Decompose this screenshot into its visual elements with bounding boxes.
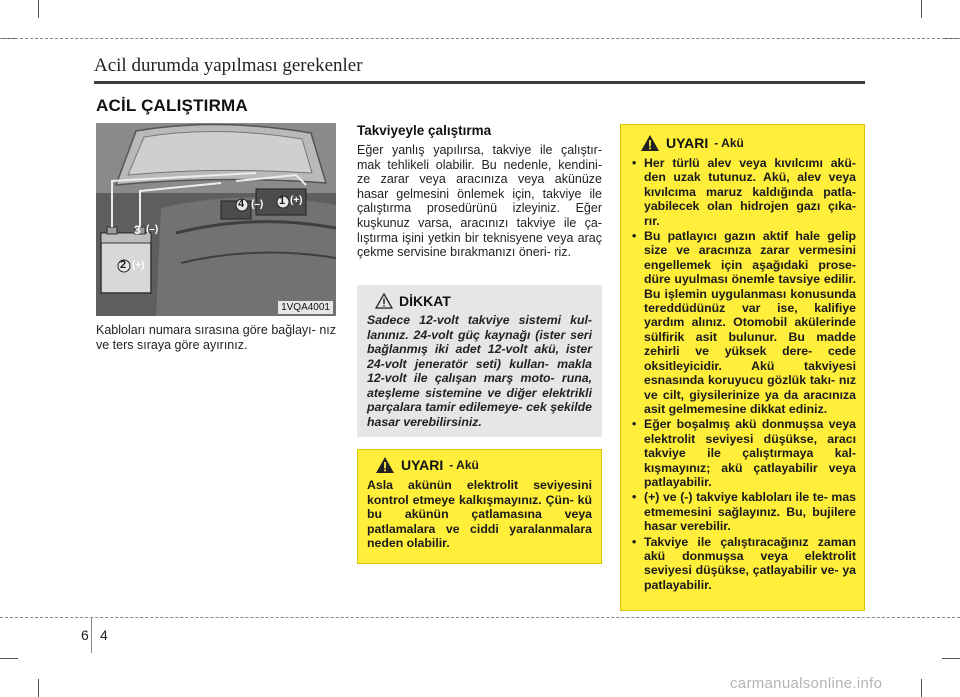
warning-big-subtitle: - Akü (714, 136, 744, 150)
bottom-dashed-line (0, 617, 960, 618)
header-rule (94, 81, 865, 84)
watermark: carmanualsonline.info (730, 675, 883, 692)
crop-mark-bottom-right-v (921, 679, 922, 697)
caution-box (357, 285, 602, 437)
warning-item: • Eğer boşalmış akü donmuşsa veya elektrolit seviyesi düşükse, aracı takviye ile çalıştırmaya kal- kışmayınız; akü çatlayabilir veya patlayabilir. (630, 417, 856, 489)
warning-small-title: UYARI (401, 457, 444, 473)
crop-mark-top-right-v (921, 0, 922, 18)
warning-big-title: UYARI (666, 135, 709, 151)
crop-mark-top-left-v (38, 0, 39, 18)
crop-mark-bottom-right-h (942, 658, 960, 659)
crop-mark-bottom-left-v (38, 679, 39, 697)
section-title: ACİL ÇALIŞTIRMA (96, 96, 248, 115)
warning-box-battery (620, 124, 865, 611)
header-title: Acil durumda yapılması gerekenler (94, 55, 363, 76)
warning-triangle-icon (640, 134, 660, 152)
engine-bay-illustration (96, 123, 336, 316)
top-dashed-line (0, 38, 960, 39)
warning-item: • Her türlü alev veya kıvılcımı akü- den uzak tutunuz. Akü, alev veya kıvılcıma maruz kaldığında patla- yabilecek olan hidrojen gazı çıka- rır. (630, 156, 856, 228)
label-3-sign: (–) (146, 224, 159, 235)
caution-header (375, 293, 592, 309)
caution-text: Sadece 12-volt takviye sistemi kul- lanınız. 24-volt güç kaynağı (ister seri bağlanmış iki adet 12-volt akü, ister 24-volt jeneratör seti) kullan- makla 12-volt ile çalışan marş moto- runa, ateşleme sistemine ve diğer elektrikli parçalara tamir edilemeye- cek şekilde hasar verebilirsiniz. (367, 313, 592, 429)
warning-box-electrolyte (357, 449, 602, 564)
label-1: 1 (279, 195, 286, 207)
warning-small-header (375, 456, 592, 474)
label-2: 2 (120, 259, 127, 271)
warning-small-text: Asla akünün elektrolit seviyesini kontrol etmeye kalkışmayınız. Çün- kü bu akünün çatlamasına veya patlamalara ve ciddi yaralanmalara neden olabilir. (367, 478, 592, 550)
warning-triangle-icon (375, 456, 395, 474)
page-separator (91, 617, 92, 653)
label-2-sign: (+) (132, 260, 145, 271)
page-number: 4 (100, 627, 108, 643)
warning-small-subtitle: - Akü (449, 458, 479, 472)
caution-title: DİKKAT (399, 293, 451, 309)
warning-item: • (+) ve (-) takviye kabloları ile te- mas etmemesini sağlayınız. Bu, bujilere hasar verebilir. (630, 490, 856, 533)
page-chapter: 6 (81, 627, 89, 643)
warning-list (630, 156, 856, 592)
label-4-sign: (–) (251, 199, 264, 210)
warning-item: • Takviye ile çalıştıracağınız zaman akü donmuşsa veya elektrolit seviyesi düşükse, çatlayabilir ve- ya patlayabilir. (630, 535, 856, 593)
jump-start-title: Takviyeyle çalıştırma (357, 123, 492, 138)
warning-item: • Bu patlayıcı gazın aktif hale gelip size ve aracınıza zarar vermesini engellemek için aşağıdaki prose- düre uyulması önemle tavsiye edilir. Bu işlemin uygulanması konusunda tereddüdünüz var ise, kalifiye yardım alınız. Otomobil akülerinde sülfirik asit bulunur. Bu madde zehirli ve yüksek dere- cede oksitleyicidir. Akü takviyesi esnasında koruyucu gözlük takı- nız ve cilt, giysilerinize ya da aracınıza asit gelmemesine dikkat ediniz. (630, 229, 856, 416)
figure-caption: Kabloları numara sırasına göre bağlayı- nız ve ters sıraya göre ayırınız. (96, 323, 336, 352)
label-1-sign: (+) (290, 195, 303, 206)
jump-start-text: Eğer yanlış yapılırsa, takviye ile çalıştır- mak tehlikeli olabilir. Bu nedenle, kendini- ze zarar veya aracınıza veya akünüze hasar gelmesini önlemek için, takviye ile çalıştırma prosedürünü izleyiniz. Eğer kuşkunuz varsa, aracınızı takviye ile ça- lıştırma işini yetkin bir teknisyene veya araç çekme servisine bırakmanızı öneri- riz. (357, 143, 602, 260)
engine-bay-figure (96, 123, 336, 316)
label-4: 4 (238, 198, 245, 210)
crop-mark-bottom-left-h (0, 658, 18, 659)
caution-triangle-icon (375, 293, 393, 309)
figure-code: 1VQA4001 (278, 301, 333, 314)
warning-big-header (640, 134, 856, 152)
label-3: 3 (134, 223, 141, 237)
